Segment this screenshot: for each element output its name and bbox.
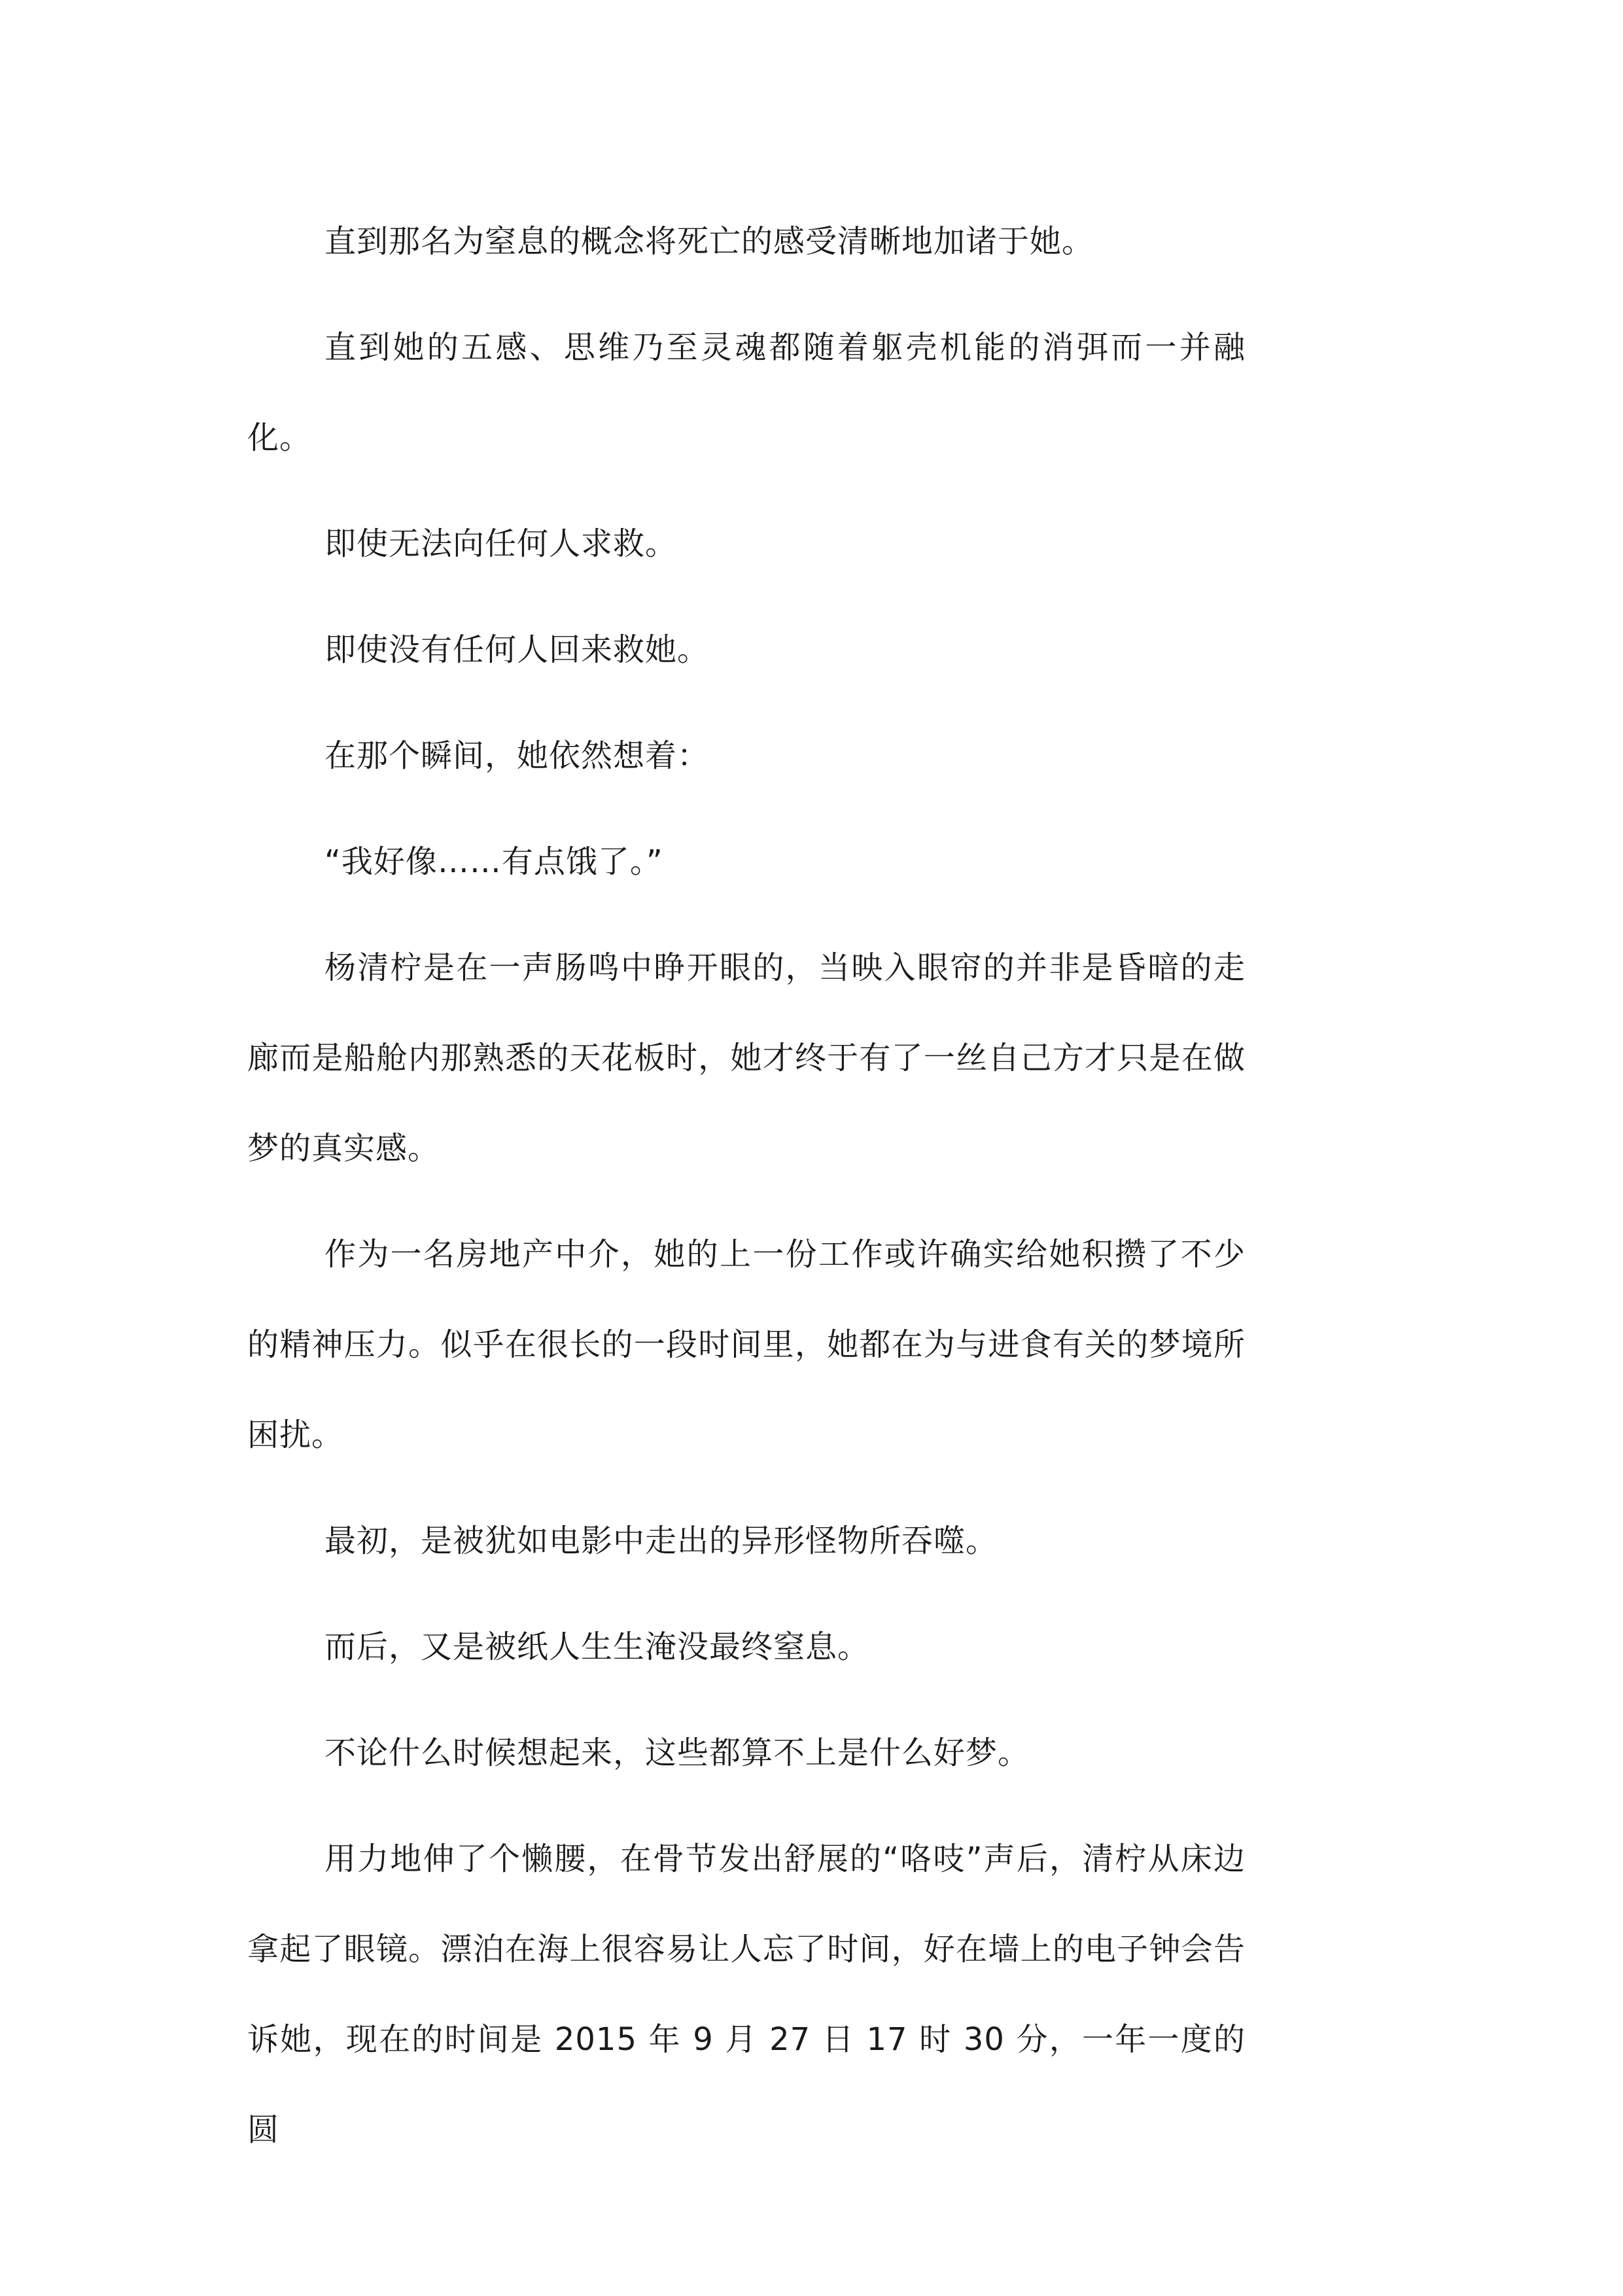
paragraph: 直到她的五感、思维乃至灵魂都随着躯壳机能的消弭而一并融化。 [247,329,1246,456]
paragraph: 用力地伸了个懒腰，在骨节发出舒展的“咯吱”声后，清柠从床边拿起了眼镜。漂泊在海上很容易让人忘了时间，好在墙上的电子钟会告诉她，现在的时间是 2015 年 9 月 27 日 17 时 30 分，一年一度的圆 [247,1841,1246,2148]
paragraph: 即使没有任何人回来救她。 [324,631,710,668]
paragraph: 不论什么时候想起来，这些都算不上是什么好梦。 [324,1735,1030,1771]
paragraph: 杨清柠是在一声肠鸣中睁开眼的，当映入眼帘的并非是昏暗的走廊而是船舱内那熟悉的天花板时，她才终于有了一丝自己方才只是在做梦的真实感。 [247,949,1246,1167]
paragraph: 在那个瞬间，她依然想着： [324,737,710,774]
paragraph: 最初，是被犹如电影中走出的异形怪物所吞噬。 [324,1523,998,1559]
paragraph: 而后，又是被纸人生生淹没最终窒息。 [324,1629,870,1665]
paragraph: “我好像……有点饿了。” [324,843,663,880]
paragraph: 作为一名房地产中介，她的上一份工作或许确实给她积攒了不少的精神压力。似乎在很长的一段时间里，她都在为与进食有关的梦境所困扰。 [247,1236,1246,1453]
document-body [247,196,1246,2191]
paragraph: 即使无法向任何人求救。 [324,525,678,562]
paragraph: 直到那名为窒息的概念将死亡的感受清晰地加诸于她。 [324,223,1094,260]
